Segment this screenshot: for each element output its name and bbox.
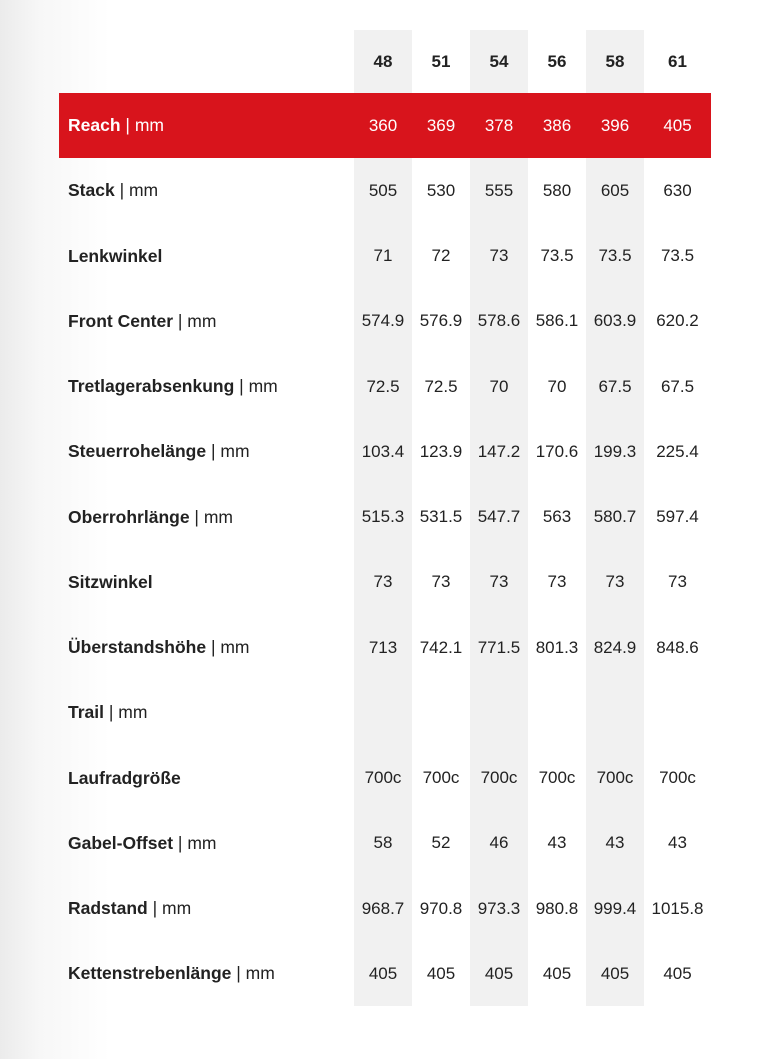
table-cell: 505: [368, 180, 398, 200]
size-header: 61: [668, 51, 687, 71]
table-cell: 52: [431, 833, 451, 853]
table-cell: 386: [542, 115, 572, 135]
table-cell: 555: [484, 180, 514, 200]
table-row-kettenstrebenlaenge: [59, 941, 711, 1006]
row-label: Oberrohrlänge | mm: [68, 506, 233, 527]
row-label: Kettenstrebenlänge | mm: [68, 963, 275, 984]
table-cell: 801.3: [535, 637, 579, 657]
table-row-radstand: [59, 876, 711, 941]
table-row-ueberstandshoehe: [59, 615, 711, 680]
row-unit: mm: [187, 310, 217, 331]
row-name: Stack: [68, 180, 115, 201]
table-cell: 360: [368, 115, 398, 135]
table-cell: 58: [373, 833, 393, 853]
table-cell: 980.8: [535, 898, 579, 918]
table-cell: 563: [542, 507, 572, 527]
table-row-trail: [59, 680, 711, 745]
row-unit: mm: [248, 376, 278, 397]
table-cell: 620.2: [656, 311, 699, 331]
table-cell: 123.9: [419, 441, 463, 461]
table-cell: 597.4: [656, 507, 699, 527]
row-name: Oberrohrlänge: [68, 506, 190, 527]
row-name: Laufradgröße: [68, 767, 181, 788]
table-cell: 531.5: [419, 507, 463, 527]
table-cell: 147.2: [477, 441, 521, 461]
row-unit: mm: [220, 441, 250, 462]
row-name: Front Center: [68, 310, 173, 331]
table-cell: 578.6: [477, 311, 521, 331]
row-name: Tretlagerabsenkung: [68, 376, 235, 397]
table-cell: 700c: [538, 768, 576, 788]
table-cell: 73.5: [540, 246, 574, 266]
row-unit: mm: [128, 180, 159, 201]
table-cell: 603.9: [593, 311, 637, 331]
row-name: Steuerrohelänge: [68, 441, 207, 462]
table-cell: 43: [547, 833, 567, 853]
table-cell: 43: [668, 833, 687, 853]
table-cell: 742.1: [419, 637, 463, 657]
table-cell: 605: [600, 180, 630, 200]
table-cell: 1015.8: [651, 898, 704, 918]
table-cell: 999.4: [593, 898, 637, 918]
table-cell: 405: [600, 963, 630, 983]
table-cell: 73: [431, 572, 451, 592]
table-cell: 771.5: [477, 637, 521, 657]
table-row-steuerrohelaenge: [59, 419, 711, 484]
table-cell: 405: [368, 963, 398, 983]
table-cell: 405: [663, 115, 692, 135]
row-name: Radstand: [68, 898, 148, 919]
row-label: [59, 768, 354, 789]
table-cell: 225.4: [656, 441, 699, 461]
size-header: 48: [373, 51, 393, 71]
size-header: 56: [547, 51, 567, 71]
table-cell: 713: [368, 637, 398, 657]
row-label: Front Center | mm: [68, 310, 217, 331]
size-header: 54: [489, 51, 509, 71]
row-label: Gabel-Offset | mm: [68, 832, 217, 853]
table-cell: 73: [489, 246, 509, 266]
table-cell: 46: [489, 833, 509, 853]
table-cell: 824.9: [593, 637, 637, 657]
table-cell: 73.5: [598, 246, 632, 266]
table-cell: 70: [489, 376, 509, 396]
table-cell: 405: [426, 963, 456, 983]
row-label: Radstand | mm: [68, 898, 192, 919]
table-cell: 630: [663, 180, 692, 200]
table-cell: 73: [489, 572, 509, 592]
row-label: Tretlagerabsenkung | mm: [68, 376, 278, 397]
table-row-lenkwinkel: [59, 224, 711, 289]
geometry-table: [59, 30, 711, 1007]
row-unit: mm: [203, 506, 233, 527]
table-cell: 73: [547, 572, 567, 592]
table-cell: 968.7: [361, 898, 405, 918]
table-cell: 72: [431, 246, 451, 266]
row-name: Reach: [68, 115, 121, 136]
table-cell: 67.5: [598, 376, 632, 396]
table-row-sitzwinkel: [59, 550, 711, 615]
table-cell: 700c: [596, 768, 634, 788]
table-cell: 73: [605, 572, 625, 592]
size-header: 58: [605, 51, 625, 71]
row-unit: mm: [187, 832, 217, 853]
table-cell: 700c: [364, 768, 402, 788]
row-name: Sitzwinkel: [68, 571, 153, 592]
table-cell: 405: [484, 963, 514, 983]
table-cell: 73.5: [660, 246, 695, 266]
row-unit: mm: [162, 898, 192, 919]
table-cell: 700c: [480, 768, 518, 788]
size-header: 51: [431, 51, 451, 71]
row-label: Reach | mm: [68, 115, 164, 136]
row-unit: mm: [134, 115, 164, 136]
row-label: [59, 246, 354, 267]
table-cell: 576.9: [419, 311, 463, 331]
table-cell: 848.6: [656, 637, 699, 657]
table-cell: 199.3: [593, 441, 637, 461]
table-cell: 970.8: [419, 898, 463, 918]
table-cell: 515.3: [361, 507, 405, 527]
table-cell: 72.5: [424, 376, 458, 396]
table-cell: 73: [373, 572, 393, 592]
row-name: Überstandshöhe: [68, 637, 207, 658]
table-cell: 378: [484, 115, 514, 135]
row-label: Trail | mm: [68, 702, 148, 723]
table-cell: 586.1: [535, 311, 579, 331]
table-cell: 574.9: [361, 311, 405, 331]
table-cell: 700c: [422, 768, 460, 788]
table-cell: 103.4: [361, 441, 405, 461]
table-cell: 580: [542, 180, 572, 200]
row-name: Trail: [68, 702, 104, 723]
table-row-tretlagerabsenkung: [59, 354, 711, 419]
table-cell: 170.6: [535, 441, 579, 461]
table-cell: 405: [663, 963, 692, 983]
row-name: Lenkwinkel: [68, 245, 163, 266]
table-cell: 405: [542, 963, 572, 983]
table-row-laufradgroesse: [59, 746, 711, 811]
table-row-reach: [59, 93, 711, 158]
row-label: Steuerrohelänge | mm: [68, 441, 250, 462]
table-cell: 580.7: [593, 507, 637, 527]
row-label: Überstandshöhe | mm: [68, 637, 250, 658]
table-cell: 396: [600, 115, 630, 135]
table-cell: 73: [668, 572, 687, 592]
table-cell: 547.7: [477, 507, 521, 527]
row-label: Stack | mm: [68, 180, 159, 201]
row-unit: mm: [118, 702, 148, 723]
table-cell: 973.3: [477, 898, 521, 918]
table-cell: 71: [373, 246, 393, 266]
table-cell: 43: [605, 833, 625, 853]
table-cell: 70: [547, 376, 567, 396]
table-row-front-center: [59, 289, 711, 354]
table-cell: 72.5: [366, 376, 400, 396]
row-name: Gabel-Offset: [68, 832, 174, 853]
table-cell: 67.5: [660, 376, 695, 396]
row-unit: mm: [220, 637, 250, 658]
row-label: [59, 572, 354, 593]
row-name: Kettenstrebenlänge: [68, 963, 232, 984]
table-cell: 530: [426, 180, 456, 200]
row-unit: mm: [245, 963, 275, 984]
table-cell: 700c: [659, 768, 696, 788]
table-row-gabel-offset: [59, 811, 711, 876]
table-cell: 369: [426, 115, 456, 135]
table-row-oberrohrlaenge: [59, 485, 711, 550]
table-header-row: [59, 30, 711, 93]
table-row-stack: [59, 158, 711, 223]
